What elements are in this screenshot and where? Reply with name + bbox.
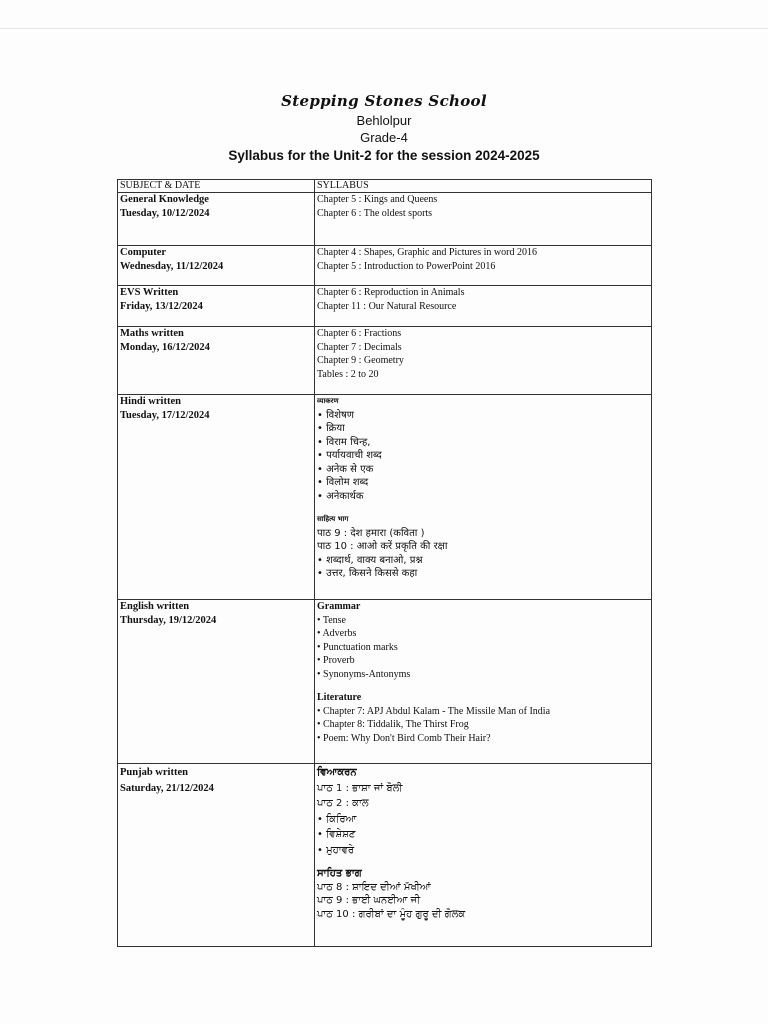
document-header [0, 90, 768, 165]
exam-date: Monday, 16/12/2024 [120, 341, 210, 353]
syllabus-line: • अनेकार्थक [317, 490, 364, 502]
grade-label: Grade-4 [360, 130, 408, 145]
subject-cell [118, 600, 315, 764]
syllabus-line: Chapter 11 : Our Natural Resource [317, 300, 457, 312]
syllabus-line: Chapter 5 : Introduction to PowerPoint 2016 [317, 260, 496, 272]
syllabus-line: • ਕਿਰਿਆ [317, 813, 357, 825]
syllabus-line: • Poem: Why Don't Bird Comb Their Hair? [317, 732, 491, 744]
syllabus-line: ਪਾਠ 2 : ਕਾਲ [317, 798, 369, 809]
table-row [118, 246, 652, 286]
syllabus-line: Chapter 6 : Fractions [317, 328, 402, 339]
subject-cell [118, 764, 315, 947]
syllabus-line: Chapter 6 : Reproduction in Animals [317, 287, 465, 298]
syllabus-cell [315, 327, 652, 395]
section-heading: ਵਿਆਕਰਨ [317, 767, 357, 778]
table-row [118, 395, 652, 600]
page-top-border [0, 28, 768, 29]
syllabus-line: • Tense [317, 614, 346, 626]
table-row [118, 286, 652, 327]
syllabus-line: ਪਾਠ 10 : ਗਰੀਬਾਂ ਦਾ ਮੂੰਹ ਗੁਰੂ ਦੀ ਗੋਲਕ [317, 908, 466, 920]
subject-name: Hindi written [120, 396, 181, 407]
exam-date: Tuesday, 17/12/2024 [120, 409, 210, 421]
syllabus-table [117, 179, 652, 947]
syllabus-cell [315, 600, 652, 764]
syllabus-line: पाठ 10 : आओ करें प्रकृति की रक्षा [317, 541, 448, 552]
exam-date: Wednesday, 11/12/2024 [120, 260, 224, 272]
subject-name: Maths written [120, 328, 184, 339]
school-name: Stepping Stones School [281, 92, 487, 110]
syllabus-line: • क्रिया [317, 423, 345, 434]
syllabus-line: • पर्यायवाची शब्द [317, 450, 382, 461]
syllabus-line: • Punctuation marks [317, 641, 398, 653]
subject-name: Computer [120, 247, 167, 258]
subject-cell [118, 327, 315, 395]
syllabus-line: • Chapter 7: APJ Abdul Kalam - The Missile Man of India [317, 705, 551, 717]
exam-date: Friday, 13/12/2024 [120, 300, 203, 312]
syllabus-line: • Synonyms-Antonyms [317, 668, 411, 680]
syllabus-cell [315, 246, 652, 286]
exam-date: Tuesday, 10/12/2024 [120, 207, 210, 219]
section-heading: साहित्य भाग [317, 515, 349, 523]
section-heading: व्याकरण [317, 397, 339, 405]
syllabus-line: • ਮੁਹਾਵਰੇ [317, 844, 355, 856]
table-row [118, 193, 652, 246]
subject-name: Punjab written [120, 767, 188, 778]
syllabus-line: • विशेषण [317, 409, 355, 421]
syllabus-line: • उत्तर, किसने किससे कहा [317, 568, 418, 579]
syllabus-line: • Adverbs [317, 628, 357, 639]
table-row [118, 600, 652, 764]
subject-cell [118, 193, 315, 246]
col-header-syllabus: SYLLABUS [315, 180, 652, 193]
syllabus-cell [315, 193, 652, 246]
syllabus-cell [315, 764, 652, 947]
syllabus-line: ਪਾਠ 8 : ਸ਼ਾਇਦ ਦੀਆਂ ਮੱਖੀਆਂ [317, 881, 431, 893]
syllabus-cell [315, 395, 652, 600]
section-heading: Literature [317, 692, 362, 703]
exam-date: Thursday, 19/12/2024 [120, 614, 217, 626]
syllabus-line: पाठ 9 : देश हमारा (कविता ) [317, 527, 425, 539]
subject-cell [118, 246, 315, 286]
table-row [118, 327, 652, 395]
syllabus-line: Chapter 5 : Kings and Queens [317, 194, 438, 205]
syllabus-line: • अनेक से एक [317, 463, 374, 475]
syllabus-line: Chapter 6 : The oldest sports [317, 207, 433, 219]
syllabus-line: • Proverb [317, 655, 355, 666]
syllabus-line: Chapter 4 : Shapes, Graphic and Pictures in word 2016 [317, 247, 537, 258]
syllabus-line: ਪਾਠ 1 : ਭਾਸ਼ਾ ਜਾਂ ਬੋਲੀ [317, 782, 403, 794]
syllabus-line: Chapter 9 : Geometry [317, 355, 404, 366]
syllabus-title: Syllabus for the Unit-2 for the session 2024-2025 [228, 148, 540, 163]
syllabus-line: • ਵਿਸ਼ੇਸ਼ਣ [317, 829, 356, 840]
syllabus-line: • विराम चिन्ह, [317, 436, 371, 448]
table-row [118, 764, 652, 947]
section-heading: Grammar [317, 601, 361, 612]
col-header-subject: SUBJECT & DATE [118, 180, 315, 193]
syllabus-line: ਪਾਠ 9 : ਭਾਈ ਘਨਈਆ ਜੀ [317, 895, 421, 906]
subject-cell [118, 395, 315, 600]
syllabus-line: Chapter 7 : Decimals [317, 341, 402, 353]
syllabus-line: • Chapter 8: Tiddalik, The Thirst Frog [317, 719, 469, 730]
exam-date: Saturday, 21/12/2024 [120, 782, 214, 794]
subject-name: EVS Written [120, 287, 179, 298]
table-header-row [118, 180, 652, 193]
subject-name: English written [120, 601, 190, 612]
school-location: Behlolpur [356, 113, 412, 128]
subject-name: General Knowledge [120, 194, 209, 205]
subject-cell [118, 286, 315, 327]
section-heading: ਸਾਹਿਤ ਭਾਗ [317, 868, 362, 879]
syllabus-line: • विलोम शब्द [317, 477, 369, 488]
syllabus-line: • शब्दार्थ, वाक्य बनाओ, प्रश्न [317, 554, 423, 566]
syllabus-line: Tables : 2 to 20 [317, 368, 379, 380]
syllabus-cell [315, 286, 652, 327]
